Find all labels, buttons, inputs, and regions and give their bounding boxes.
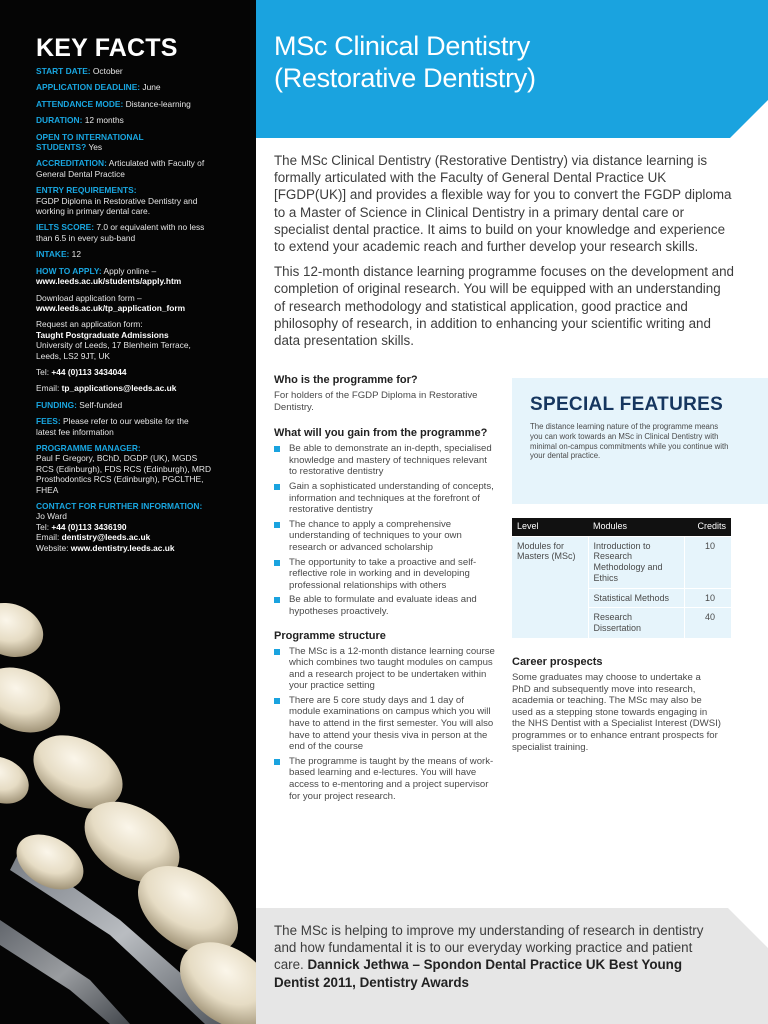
career-text: Some graduates may choose to undertake a PhD and subsequently move into research, academia or teaching. The MSc may also be used as a stepping stone towards engaging in the NHS Dentist with a Specialist Interest (DWSI) programmes or to enhance entrant prospects for specialist training. xyxy=(512,672,721,753)
module-cell: Statistical Methods xyxy=(588,588,684,608)
level-cell: Modules for Masters (MSc) xyxy=(512,536,588,638)
career-section xyxy=(512,656,722,753)
key-facts-list xyxy=(36,66,236,559)
fact-contact: CONTACT FOR FURTHER INFORMATION: Jo Ward Tel: +44 (0)113 3436190 Email: dentistry@leeds.ac.uk Website: www.dentistry.leeds.ac.uk xyxy=(36,501,203,553)
fact-programme-manager: PROGRAMME MANAGER: Paul F Gregory, BChD, DGDP (UK), MGDS RCS (Edinburgh), FDS RCS (Edinburgh), MRD Prosthodontics RCS (Edinburgh), PGCLTHE, FHEA xyxy=(36,442,211,495)
page-title: MSc Clinical Dentistry (Restorative Dentistry) xyxy=(274,31,536,93)
download-form-link[interactable]: www.leeds.ac.uk/tp_application_form xyxy=(36,302,186,313)
table-header-row xyxy=(512,518,731,536)
intro-paragraph-1: The MSc Clinical Dentistry (Restorative Dentistry) via distance learning is formally articulated with the Faculty of General Dental Practice UK [FGDP(UK)] and provides a flexible way for you to convert the FGDP diploma to a Master of Science in Clinical Dentistry in a primary dental care or specialist dental practice. It aims to build on your knowledge and experience to extend your academic reach and further develop your research skills. xyxy=(274,153,732,255)
admissions-email-link[interactable]: tp_applications@leeds.ac.uk xyxy=(61,383,177,394)
dental-teeth-illustration xyxy=(0,590,256,1024)
fact-request: Request an application form: Taught Postgraduate Admissions University of Leeds, 17 Blenheim Terrace, Leeds, LS2 9JT, UK xyxy=(36,319,191,361)
fact-funding: FUNDING: Self-funded xyxy=(36,399,123,410)
gain-list xyxy=(274,443,496,617)
list-item: The MSc is a 12-month distance learning course which combines two taught modules on campus and a research project to be undertaken within your practice setting xyxy=(274,646,496,692)
testimonial-corner-cut xyxy=(728,908,768,948)
module-cell: Research Dissertation xyxy=(588,608,684,638)
who-heading: Who is the programme for? xyxy=(274,374,418,386)
fact-attendance: ATTENDANCE MODE: Distance-learning xyxy=(36,98,191,109)
list-item: Gain a sophisticated understanding of concepts, information and techniques at the forefront of restorative dentistry xyxy=(274,481,496,516)
career-heading: Career prospects xyxy=(512,656,603,668)
testimonial xyxy=(274,922,714,991)
testimonial-text: The MSc is helping to improve my understanding of research in dentistry and how fundamental it is to our everyday working practice and patient care. xyxy=(274,923,704,973)
col-modules: Modules xyxy=(588,518,684,536)
fact-tel: Tel: +44 (0)113 3434044 xyxy=(36,366,127,377)
col-level: Level xyxy=(512,518,588,536)
list-item: Be able to demonstrate an in-depth, specialised knowledge and mastery of techniques relevant to restorative dentistry xyxy=(274,443,496,478)
fact-ielts: IELTS SCORE: 7.0 or equivalent with no less than 6.5 in every sub-band xyxy=(36,222,205,243)
fact-duration: DURATION: 12 months xyxy=(36,115,124,126)
intro-paragraph-2: This 12-month distance learning programme focuses on the development and completion of original research. You will be equipped with an understanding of research methodology and statistical application, good practice and philosophy of research, in addition to enhancing your scientific writing and data presentation skills. xyxy=(274,264,735,349)
col-credits: Credits xyxy=(684,518,731,536)
fact-application-deadline: APPLICATION DEADLINE: June xyxy=(36,82,161,93)
key-facts-panel xyxy=(0,0,256,1024)
list-item: The chance to apply a comprehensive understanding of techniques to your own research or advanced scholarship xyxy=(274,519,496,554)
fact-entry-requirements: ENTRY REQUIREMENTS: FGDP Diploma in Restorative Dentistry and working in primary dental care. xyxy=(36,185,198,217)
modules-table xyxy=(512,518,731,638)
table-row xyxy=(512,536,731,588)
credits-cell: 10 xyxy=(684,588,731,608)
credits-cell: 40 xyxy=(684,608,731,638)
fact-download: Download application form – www.leeds.ac.uk/tp_application_form xyxy=(36,293,236,314)
fact-international: OPEN TO INTERNATIONAL STUDENTS? Yes xyxy=(36,131,144,153)
intro-section xyxy=(274,152,734,357)
fact-email: Email: tp_applications@leeds.ac.uk xyxy=(36,383,177,394)
fact-intake: INTAKE: 12 xyxy=(36,249,81,260)
apply-link[interactable]: www.leeds.ac.uk/students/apply.htm xyxy=(36,276,182,287)
module-cell: Introduction to Research Methodology and Ethics xyxy=(588,536,684,588)
fact-how-to-apply: HOW TO APPLY: Apply online – www.leeds.ac.uk/students/apply.htm xyxy=(36,266,236,287)
gain-heading: What will you gain from the programme? xyxy=(274,427,488,440)
testimonial-attribution: Dannick Jethwa – Spondon Dental Practice UK Best Young Dentist 2011, Dentistry Awards xyxy=(274,957,683,990)
special-features-text: The distance learning nature of the programme means you can work towards an MSc in Clinical Dentistry with minimal on-campus commitments while you continue with your dental practice. xyxy=(530,422,729,461)
list-item: The programme is taught by the means of work-based learning and e-lectures. You will have access to e-mentoring and a project supervisor for your project research. xyxy=(274,756,496,802)
fact-accreditation: ACCREDITATION: Articulated with Faculty of General Dental Practice xyxy=(36,158,205,179)
structure-heading: Programme structure xyxy=(274,629,386,642)
contact-email-link[interactable]: dentistry@leeds.ac.uk xyxy=(61,532,151,543)
list-item: There are 5 core study days and 1 day of module examinations on campus which you will have to attend in the first semester. You will also have to attend your thesis viva in person at the end of the course xyxy=(274,695,496,753)
fact-fees: FEES: Please refer to our website for the latest fee information xyxy=(36,416,189,437)
list-item: Be able to formulate and evaluate ideas and hypotheses proactively. xyxy=(274,594,496,617)
list-item: The opportunity to take a proactive and self-reflective role in working and in developing professional relationships with others xyxy=(274,557,496,592)
key-facts-title: KEY FACTS xyxy=(36,34,178,62)
header-corner-cut xyxy=(728,100,768,140)
fact-start-date: START DATE: October xyxy=(36,66,123,76)
structure-list xyxy=(274,646,496,803)
special-features-title: SPECIAL FEATURES xyxy=(530,394,724,415)
website-link[interactable]: www.dentistry.leeds.ac.uk xyxy=(70,542,175,553)
credits-cell: 10 xyxy=(684,536,731,588)
programme-details xyxy=(274,374,496,814)
who-text: For holders of the FGDP Diploma in Restorative Dentistry. xyxy=(274,390,478,413)
